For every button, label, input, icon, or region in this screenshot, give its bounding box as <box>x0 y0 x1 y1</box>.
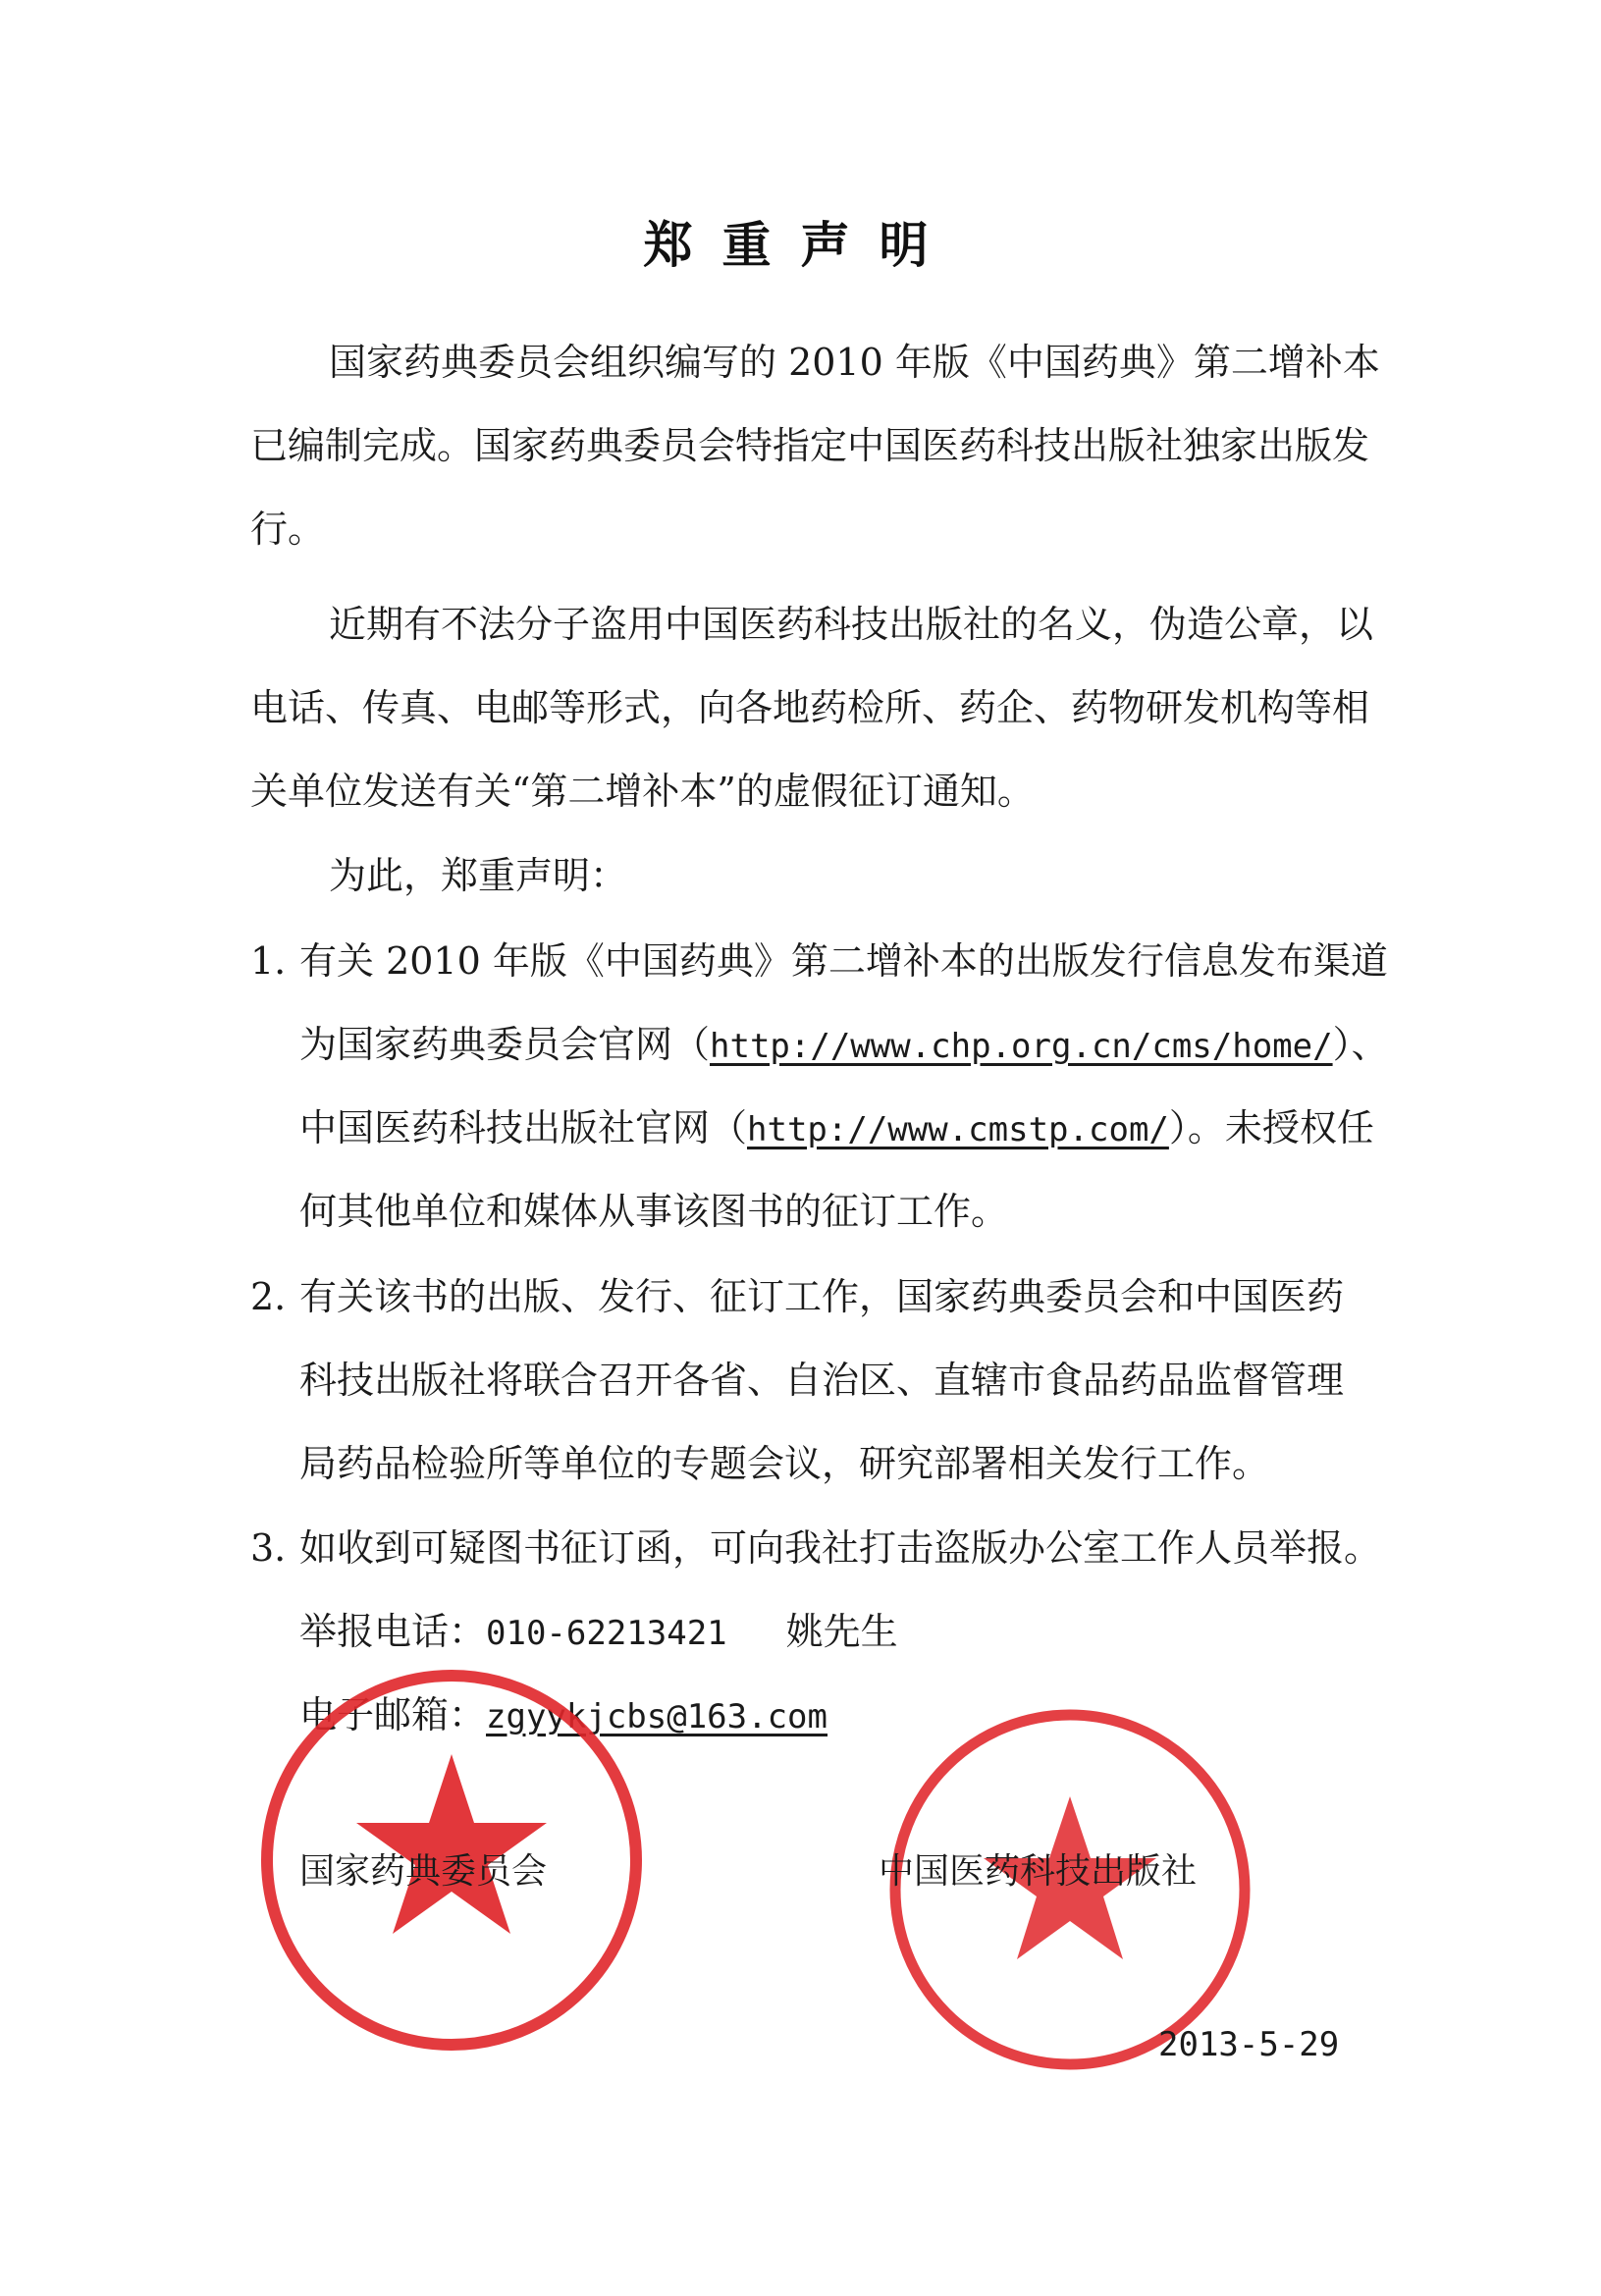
phone-number: 010-62213421 <box>486 1614 727 1653</box>
item1-line1: 有关 2010 年版《中国药典》第二增补本的出版发行信息发布渠道 <box>299 939 1388 983</box>
para1-line2: 已编制完成。国家药典委员会特指定中国医药科技出版社独家出版发 <box>250 424 1370 467</box>
document-date: 2013-5-29 <box>1158 2025 1340 2064</box>
phone-label: 举报电话： <box>299 1610 487 1653</box>
left-signature: 国家药典委员会 <box>299 1851 548 1892</box>
item1-number: 1. <box>250 939 287 983</box>
document-title: 郑重声明 <box>643 217 958 274</box>
item1-line4: 何其他单位和媒体从事该图书的征订工作。 <box>299 1190 1009 1233</box>
item2-line1: 有关该书的出版、发行、征订工作，国家药典委员会和中国医药 <box>299 1275 1345 1318</box>
para2-line1: 近期有不法分子盗用中国医药科技出版社的名义，伪造公章，以 <box>329 603 1374 646</box>
email-label: 电子邮箱： <box>299 1693 487 1736</box>
right-signature: 中国医药科技出版社 <box>879 1851 1198 1892</box>
item2-line3: 局药品检验所等单位的专题会议，研究部署相关发行工作。 <box>299 1442 1270 1485</box>
item3-line1: 如收到可疑图书征订函，可向我社打击盗版办公室工作人员举报。 <box>299 1526 1382 1570</box>
item1-line3 <box>299 1104 1374 1153</box>
item1-line2-post: ）、 <box>1332 1023 1389 1066</box>
item1-line2-pre: 为国家药典委员会官网（ <box>299 1023 711 1066</box>
para2-line3: 关单位发送有关“第二增补本”的虚假征订通知。 <box>250 770 1035 813</box>
contact-name: 姚先生 <box>785 1610 898 1653</box>
item2-number: 2. <box>250 1275 287 1318</box>
item1-line2 <box>299 1021 1389 1070</box>
para2-line2: 电话、传真、电邮等形式，向各地药检所、药企、药物研发机构等相 <box>250 686 1370 729</box>
item3-number: 3. <box>250 1526 287 1570</box>
email-address[interactable]: zgyykjcbs@163.com <box>486 1697 828 1736</box>
report-phone-line <box>299 1608 898 1657</box>
cmstp-url-link[interactable]: http://www.cmstp.com/ <box>747 1110 1169 1149</box>
chp-url-link[interactable]: http://www.chp.org.cn/cms/home/ <box>710 1027 1333 1066</box>
item1-line3-post: ）。未授权任 <box>1168 1106 1374 1149</box>
para1-line3: 行。 <box>250 507 326 551</box>
item1-line3-pre: 中国医药科技出版社官网（ <box>299 1106 748 1149</box>
para1-line1: 国家药典委员会组织编写的 2010 年版《中国药典》第二增补本 <box>329 341 1380 384</box>
para3-line: 为此，郑重声明： <box>329 854 628 897</box>
item2-line2: 科技出版社将联合召开各省、自治区、直辖市食品药品监督管理 <box>299 1359 1345 1402</box>
